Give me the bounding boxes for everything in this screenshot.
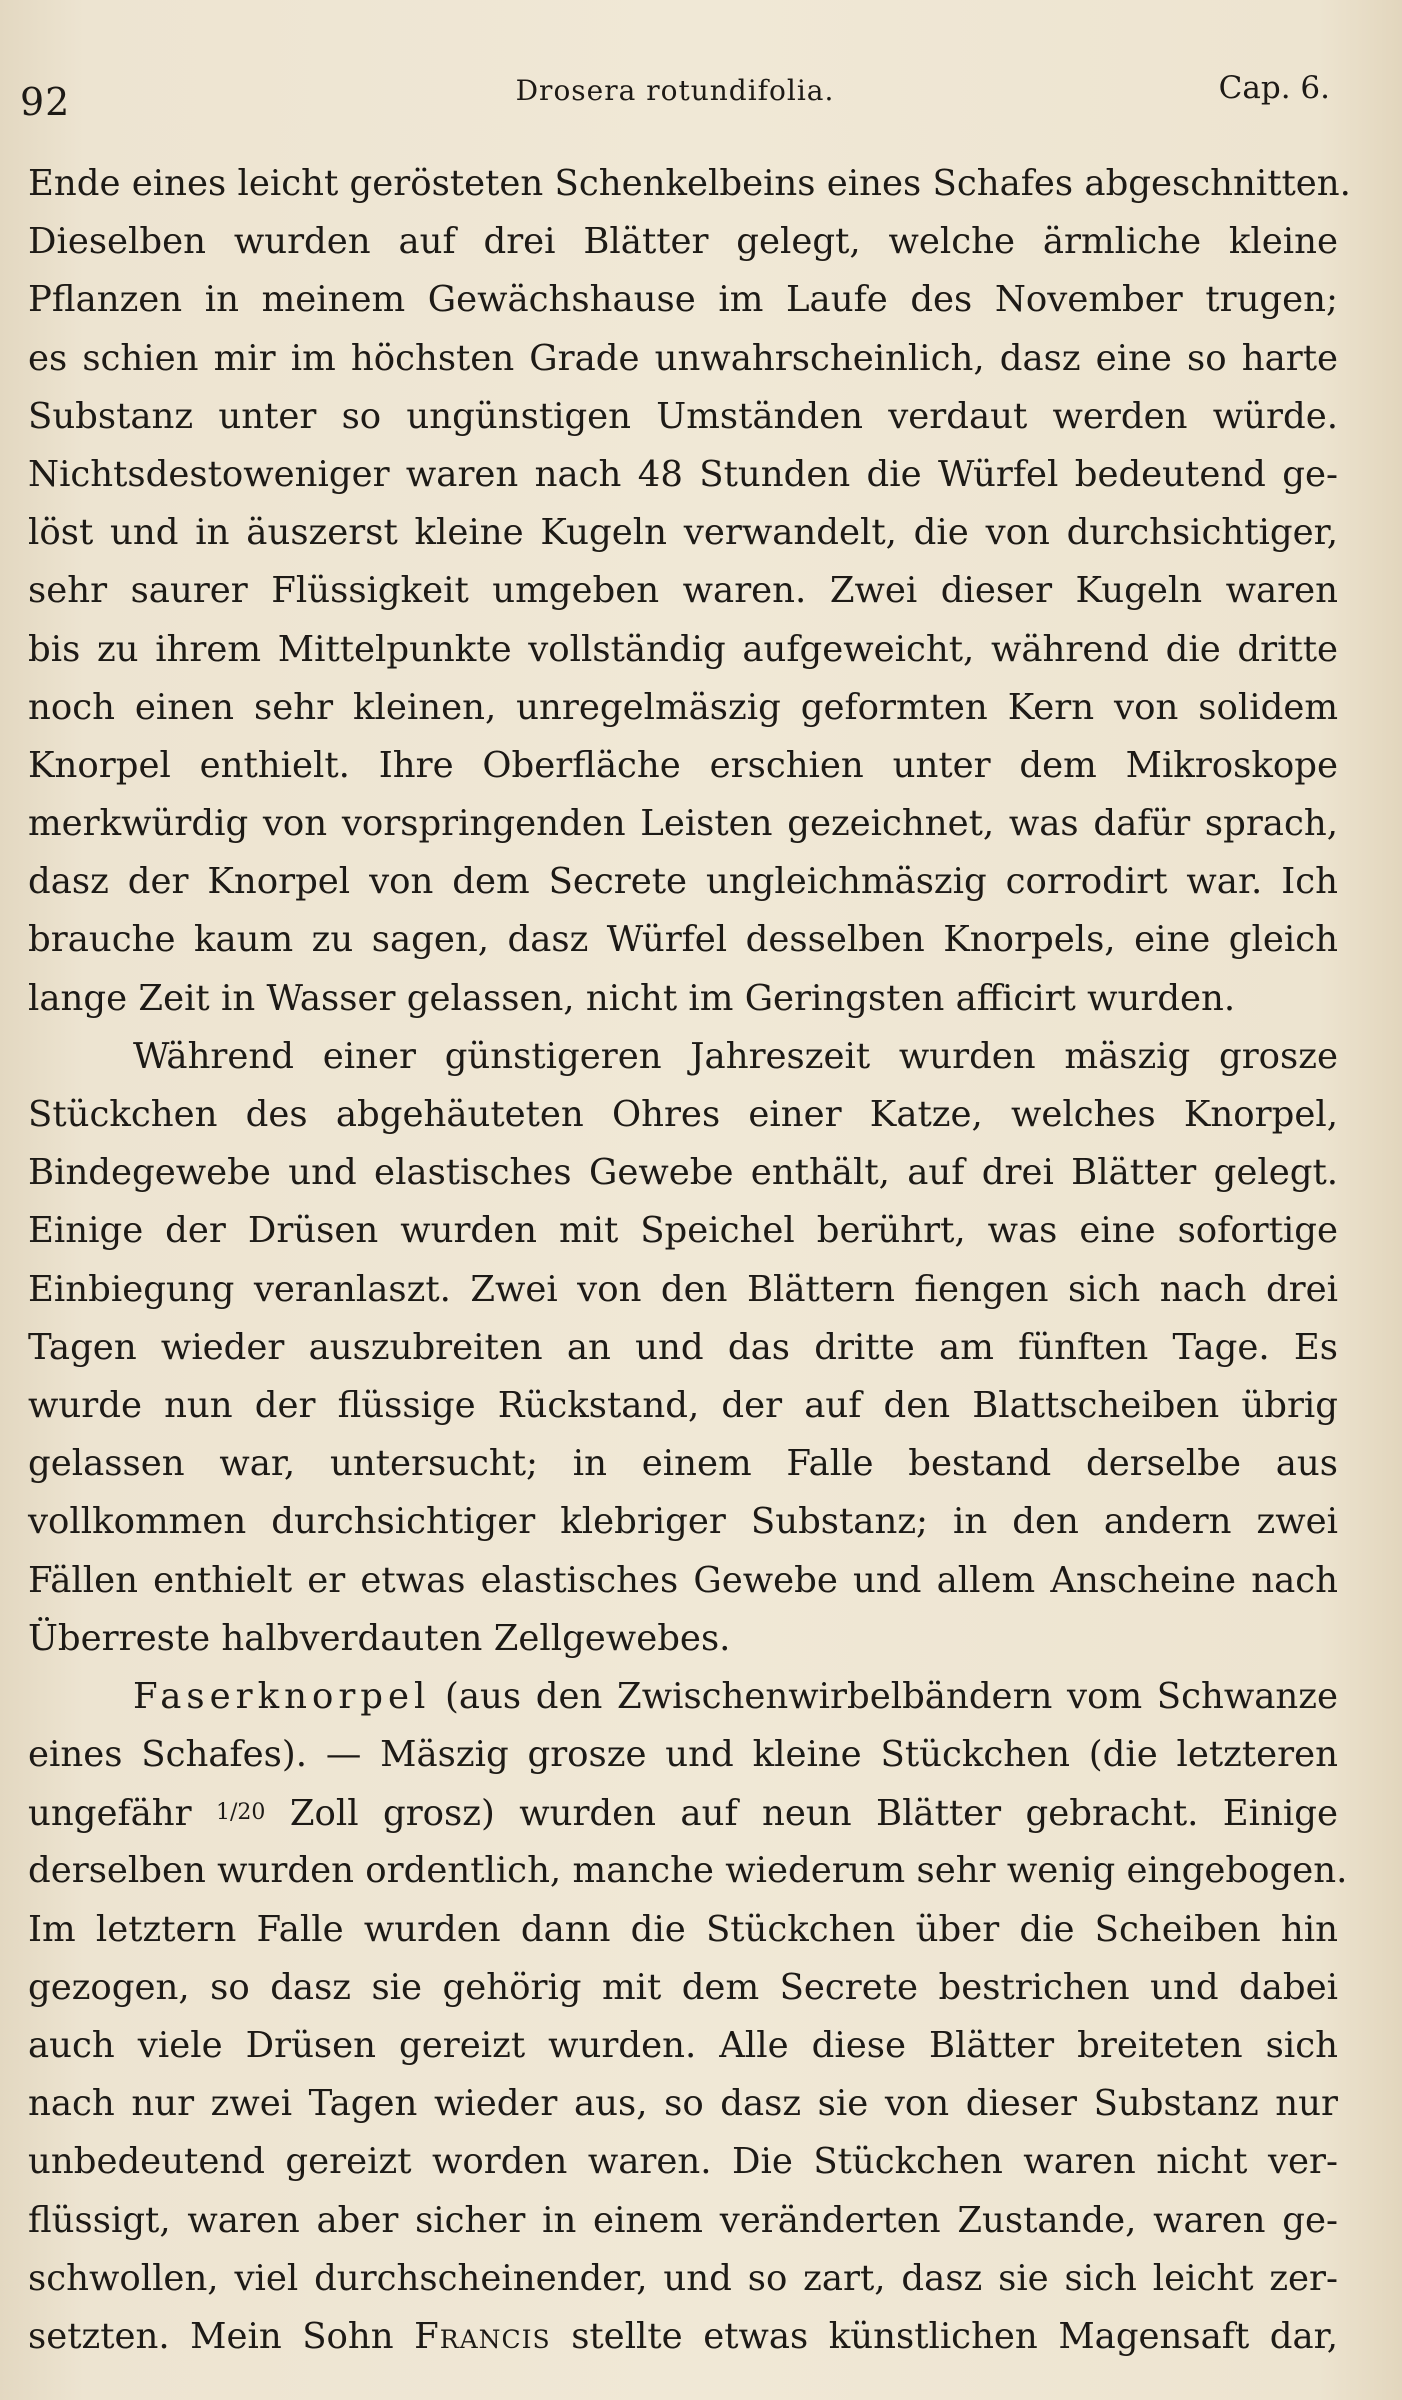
line-segment: ungefähr (28, 1793, 192, 1835)
text-line: Nichtsdestoweniger waren nach 48 Stunden die Würfel bedeutend ge- (28, 453, 1338, 495)
line-segment: setzten. Mein Sohn (28, 2315, 394, 2357)
text-line: flüssigt, waren aber sicher in einem veränderten Zustande, waren ge- (28, 2199, 1338, 2241)
text-line: Ende eines leicht gerösteten Schenkelbeins eines Schafes abgeschnitten. (28, 163, 1351, 204)
text-line: unbedeutend gereizt worden waren. Die Stückchen waren nicht ver- (28, 2141, 1338, 2183)
text-line: noch einen sehr kleinen, unregelmäszig geformten Kern von solidem (28, 686, 1338, 728)
text-line: bis zu ihrem Mittelpunkte vollständig aufgeweicht, während die dritte (28, 628, 1338, 670)
text-line: Dieselben wurden auf drei Blätter gelegt, welche ärmliche kleine (28, 221, 1338, 263)
text-line: Überreste halbverdauten Zellgewebes. (28, 1617, 731, 1659)
text-line (28, 1784, 1338, 1842)
text-line: derselben wurden ordentlich, manche wiederum sehr wenig eingebogen. (28, 1850, 1348, 1892)
text-line: sehr saurer Flüssigkeit umgeben waren. Zwei dieser Kugeln waren (28, 570, 1338, 612)
running-title: Drosera rotundifolia. (515, 74, 835, 107)
text-line (28, 1668, 1338, 1726)
text-line: lange Zeit in Wasser gelassen, nicht im Geringsten afficirt wurden. (28, 977, 1236, 1019)
body-text (28, 155, 1351, 2366)
text-line: merkwürdig von vorspringenden Leisten gezeichnet, was dafür sprach, (28, 803, 1338, 845)
text-line: Stückchen des abgehäuteten Ohres einer Katze, welches Knorpel, (28, 1094, 1338, 1135)
text-line: Einbiegung veranlaszt. Zwei von den Blättern fiengen sich nach drei (28, 1268, 1338, 1310)
text-line: Während einer günstigeren Jahreszeit wurden mäszig grosze (133, 1035, 1338, 1077)
text-line: Pflanzen in meinem Gewächshause im Laufe des November trugen; (28, 279, 1338, 321)
text-line: wurde nun der flüssige Rückstand, der auf den Blattscheiben übrig (28, 1384, 1338, 1426)
line-segment: stellte etwas künstlichen Magensaft dar, (571, 2315, 1338, 2357)
chapter-label: Cap. 6. (1218, 70, 1330, 106)
text-line: vollkommen durchsichtiger klebriger Substanz; in den andern zwei (28, 1501, 1338, 1543)
text-line: eines Schafes). — Mäszig grosze und kleine Stückchen (die letzteren (28, 1734, 1338, 1776)
person-name: Francis (414, 2315, 551, 2357)
fraction: 1/20 (216, 1800, 266, 1826)
text-line: dasz der Knorpel von dem Secrete ungleichmäszig corrodirt war. Ich (28, 861, 1338, 903)
text-line: löst und in äuszerst kleine Kugeln verwandelt, die von durchsichtiger, (28, 512, 1338, 554)
text-line: gelassen war, untersucht; in einem Falle bestand derselbe aus (28, 1443, 1338, 1485)
text-line: brauche kaum zu sagen, dasz Würfel desselben Knorpels, eine gleich (28, 919, 1338, 961)
text-line: nach nur zwei Tagen wieder aus, so dasz sie von dieser Substanz nur (28, 2083, 1338, 2125)
text-line: Substanz unter so ungünstigen Umständen verdaut werden würde. (28, 395, 1338, 437)
text-line: Im letztern Falle wurden dann die Stückchen über die Scheiben hin (28, 1908, 1338, 1950)
text-line: Einige der Drüsen wurden mit Speichel berührt, was eine sofortige (28, 1210, 1338, 1252)
line-segment: (aus den Zwischenwirbelbändern vom Schwanze (445, 1675, 1338, 1717)
text-line (28, 2308, 1338, 2366)
page-number: 92 (20, 80, 71, 124)
text-line: gezogen, so dasz sie gehörig mit dem Secrete bestrichen und dabei (28, 1966, 1338, 2008)
text-line: schwollen, viel durchscheinender, und so zart, dasz sie sich leicht zer- (28, 2257, 1338, 2299)
spaced-term: Faserknorpel (133, 1675, 431, 1717)
text-line: Bindegewebe und elastisches Gewebe enthält, auf drei Blätter gelegt. (28, 1152, 1338, 1194)
text-line: auch viele Drüsen gereizt wurden. Alle diese Blätter breiteten sich (28, 2025, 1338, 2066)
page-header (20, 70, 1330, 130)
text-line: Tagen wieder auszubreiten an und das dritte am fünften Tage. Es (28, 1326, 1338, 1368)
line-segment: Zoll grosz) wurden auf neun Blätter gebracht. Einige (289, 1793, 1338, 1835)
text-line: Fällen enthielt er etwas elastisches Gewebe und allem Anscheine nach (28, 1559, 1338, 1601)
text-line: Knorpel enthielt. Ihre Oberfläche erschien unter dem Mikroskope (28, 744, 1338, 786)
text-line: es schien mir im höchsten Grade unwahrscheinlich, dasz eine so harte (28, 337, 1338, 379)
